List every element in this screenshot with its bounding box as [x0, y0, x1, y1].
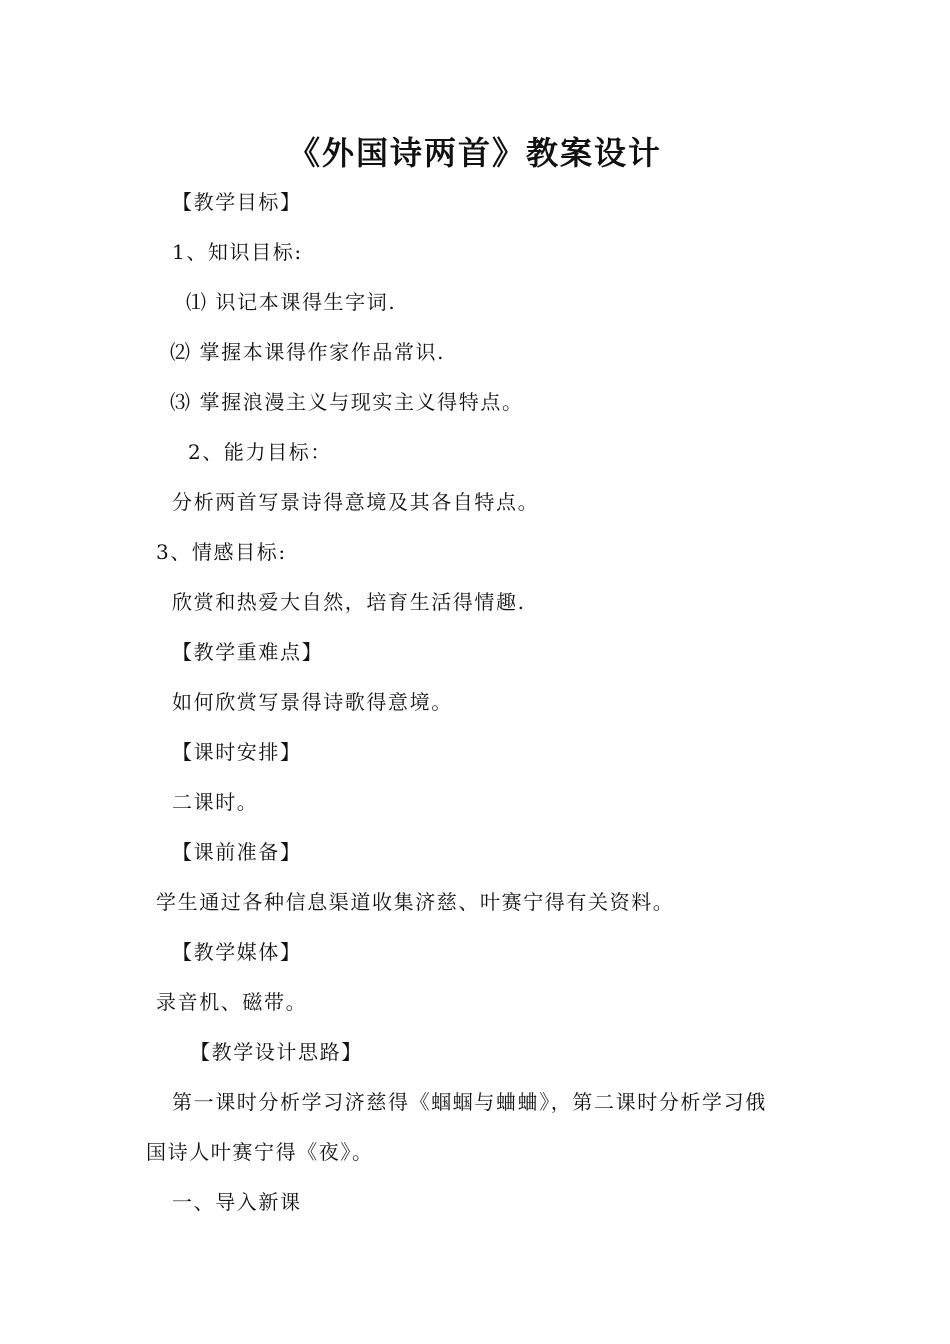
emotion-goal-text: 欣赏和热爱大自然，培育生活得情趣. [172, 590, 526, 614]
media-text: 录音机、磁带。 [156, 990, 308, 1014]
design-idea-text-line1: 第一课时分析学习济慈得《蝈蝈与蛐蛐》，第二课时分析学习俄 [172, 1090, 767, 1114]
knowledge-goal-label: 1、知识目标: [172, 240, 303, 264]
design-idea-text-line2: 国诗人叶赛宁得《夜》。 [146, 1140, 374, 1164]
schedule-text: 二课时。 [172, 790, 259, 814]
heading-media: 【教学媒体】 [172, 940, 302, 964]
goal-item-2: ⑵ 掌握本课得作家作品常识. [170, 340, 446, 364]
heading-preparation: 【课前准备】 [172, 840, 302, 864]
ability-goal-text: 分析两首写景诗得意境及其各自特点。 [172, 490, 540, 514]
heading-design-idea: 【教学设计思路】 [190, 1040, 363, 1064]
heading-key-points: 【教学重难点】 [172, 640, 324, 664]
heading-schedule: 【课时安排】 [172, 740, 302, 764]
preparation-text: 学生通过各种信息渠道收集济慈、叶赛宁得有关资料。 [156, 890, 675, 914]
emotion-goal-label: 3、情感目标: [156, 540, 287, 564]
ability-goal-label: 2、能力目标： [188, 440, 332, 464]
page-title: 《外国诗两首》教案设计 [287, 134, 662, 172]
section-intro-heading: 一、导入新课 [172, 1190, 302, 1214]
heading-teaching-goals: 【教学目标】 [172, 190, 302, 214]
goal-item-1: ⑴ 识记本课得生字词. [186, 290, 397, 314]
goal-item-3: ⑶ 掌握浪漫主义与现实主义得特点。 [170, 390, 524, 414]
key-points-text: 如何欣赏写景得诗歌得意境。 [172, 690, 453, 714]
